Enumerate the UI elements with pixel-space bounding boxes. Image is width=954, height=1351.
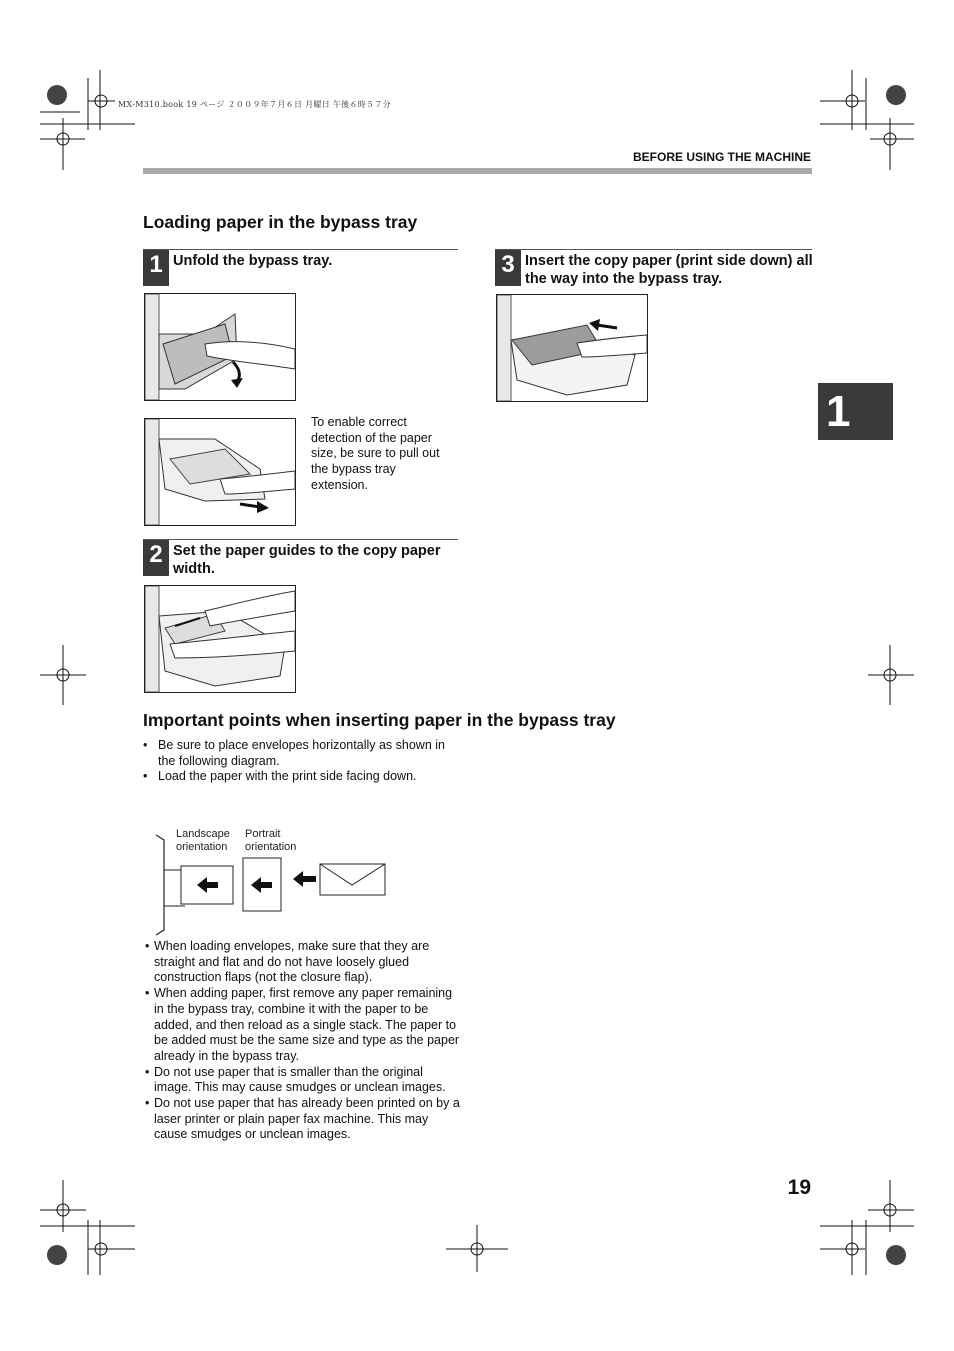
step-number: 1: [143, 250, 169, 286]
chapter-tab: 1: [818, 383, 893, 440]
extension-note: To enable correct detection of the paper size, be sure to pull out the bypass tray extension.: [311, 415, 440, 492]
print-info-line: MX-M310.book 19 ページ ２００９年７月６日 月曜日 午後６時５７分: [118, 100, 391, 109]
bullet-list: [143, 738, 463, 785]
orientation-diagram: [150, 830, 400, 940]
list-item: • Do not use paper that is smaller than the original image. This may cause smudges or unclean images.: [143, 1065, 463, 1096]
step-text: Insert the copy paper (print side down) all the way into the bypass tray.: [525, 253, 813, 287]
step-2: [143, 539, 458, 578]
running-header: BEFORE USING THE MACHINE: [632, 150, 811, 164]
bullet-list: [143, 939, 463, 1143]
header-rule: [143, 168, 812, 174]
landscape-label: Landscape orientation: [176, 828, 230, 853]
portrait-label: Portrait orientation: [245, 828, 297, 853]
section-title: Important points when inserting paper in the bypass tray: [143, 710, 616, 730]
illustration-pull-extension: [144, 418, 296, 526]
list-item: • Be sure to place envelopes horizontally as shown in the following diagram.: [143, 738, 463, 769]
illustration-paper-guides: [144, 585, 296, 693]
list-item: • Load the paper with the print side facing down.: [143, 769, 463, 785]
list-item: • When loading envelopes, make sure that they are straight and flat and do not have loosely glued construction flaps (not the closure flap).: [143, 939, 463, 986]
step-number: 2: [143, 540, 169, 576]
page-number: 19: [787, 1176, 811, 1199]
step-number: 3: [495, 250, 521, 286]
list-item: • Do not use paper that has already been printed on by a laser printer or plain paper fax machine. This may cause smudges or unclean images.: [143, 1096, 463, 1143]
illustration-unfold-tray: [144, 293, 296, 401]
section-title: Loading paper in the bypass tray: [143, 212, 418, 232]
list-item: • When adding paper, first remove any paper remaining in the bypass tray, combine it with the paper to be added, and then reload as a single stack. The paper to be added must be the same size and type as the paper already in the bypass tray.: [143, 986, 463, 1065]
step-text: Set the paper guides to the copy paper width.: [173, 543, 441, 577]
step-3: [495, 249, 812, 288]
step-text: Unfold the bypass tray.: [173, 253, 333, 269]
illustration-insert-paper: [496, 294, 648, 402]
step-1: [143, 249, 458, 288]
